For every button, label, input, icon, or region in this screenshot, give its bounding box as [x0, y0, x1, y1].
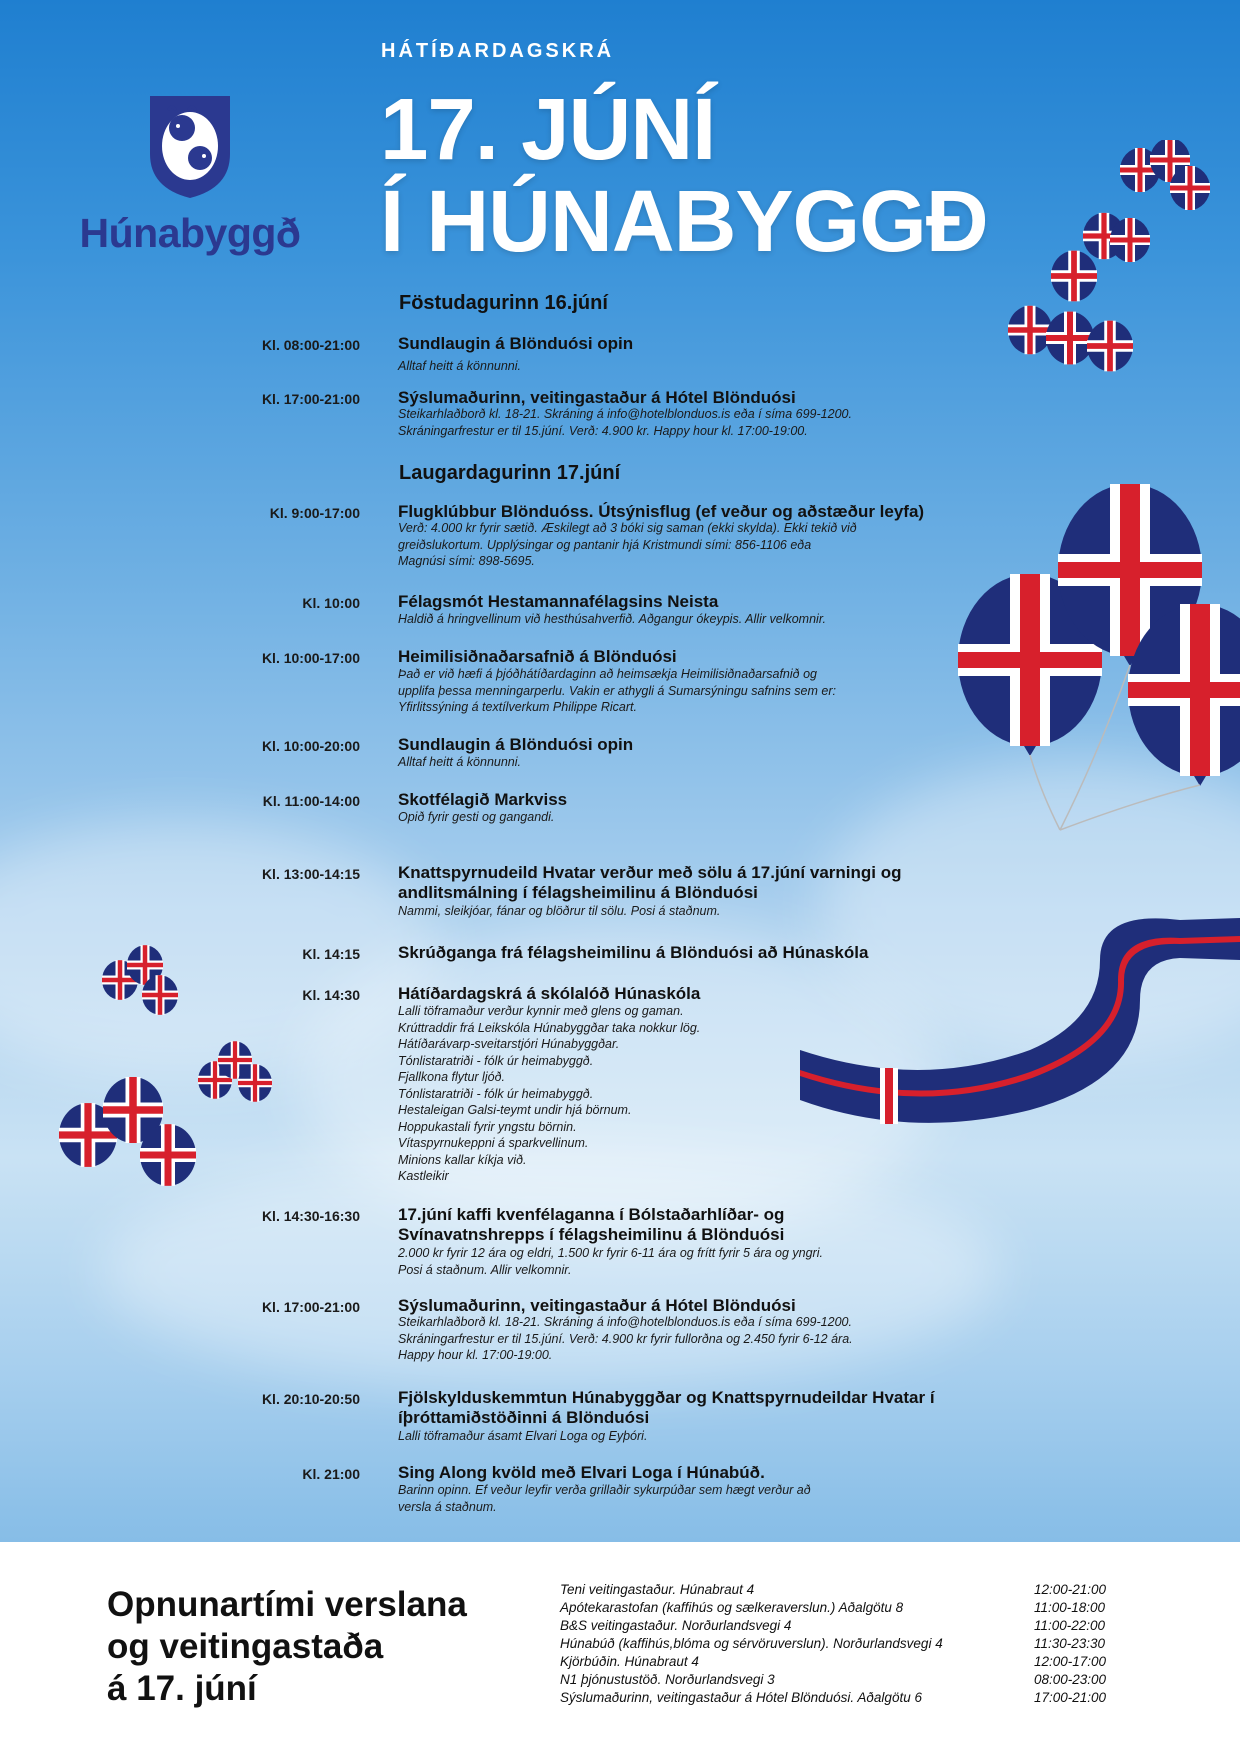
event-desc — [398, 358, 998, 375]
event-desc-line: Krúttraddir frá Leikskóla Húnabyggðar taka nokkur lög. — [398, 1020, 701, 1035]
event-desc — [398, 754, 998, 771]
event-desc — [398, 406, 998, 439]
event-desc-line: Tónlistaratriði - fólk úr heimabyggð. — [398, 1086, 594, 1101]
event-title: Skotfélagið Markviss — [398, 790, 568, 809]
event-desc — [398, 1482, 998, 1515]
event-desc — [398, 520, 998, 570]
event-time: Kl. 17:00-21:00 — [261, 391, 360, 407]
place-hours: 11:00-18:00 — [1034, 1600, 1106, 1615]
place-name: Kjörbúðin. Húnabraut 4 — [560, 1654, 699, 1669]
event-desc-line: Happy hour kl. 17:00-19:00. — [398, 1348, 553, 1362]
place-name: N1 þjónustustöð. Norðurlandsvegi 3 — [560, 1672, 775, 1687]
event-desc-line: greiðslukortum. Upplýsingar og pantanir hjá Kristmundi sími: 856-1106 eða — [398, 537, 812, 552]
footer-title-line: Opnunartími verslana — [107, 1585, 467, 1624]
event-desc-line: Hestaleigan Galsi-teymt undir hjá börnum. — [398, 1103, 632, 1117]
event-desc-line: Verð: 4.000 kr fyrir sætið. Æskilegt að 3 bóki sig saman (ekki skylda). Ekki tekið við — [398, 521, 857, 535]
place-hours: 12:00-17:00 — [1034, 1654, 1107, 1669]
place-name: Teni veitingastaður. Húnabraut 4 — [560, 1582, 755, 1597]
event-desc-line: Fjallkona flytur ljóð. — [398, 1070, 505, 1084]
event-desc-line: Hátíðarávarp-sveitarstjóri Húnabyggðar. — [398, 1037, 620, 1051]
event-time: Kl. 14:30 — [302, 987, 360, 1003]
event-desc — [398, 903, 998, 920]
event-desc — [398, 611, 998, 628]
logo-name: Húnabyggð — [79, 210, 301, 256]
event-title: Heimilisiðnaðarsafnið á Blönduósi — [398, 647, 677, 666]
event-desc — [398, 1428, 998, 1445]
polar-bear-crest-icon — [146, 92, 234, 200]
event-title: Félagsmót Hestamannafélagsins Neista — [398, 592, 719, 611]
opening-hours-list — [560, 1582, 1150, 1708]
place-name: Apótekarastofan (kaffihús og sælkeraverslun.) Aðalgötu 8 — [560, 1600, 904, 1615]
event-time: Kl. 9:00-17:00 — [269, 505, 360, 521]
event-title: Hátíðardagskrá á skólalóð Húnaskóla — [398, 984, 701, 1003]
place-name: Húnabúð (kaffihús,blóma og sérvöruverslun). Norðurlandsvegi 4 — [560, 1636, 943, 1651]
event-desc-line: Tónlistaratriði - fólk úr heimabyggð. — [398, 1053, 594, 1068]
balloons-bottom-left-icon — [58, 1075, 208, 1225]
event-desc-line: Opið fyrir gesti og gangandi. — [398, 810, 555, 824]
event-time: Kl. 10:00 — [302, 595, 360, 611]
place-hours: 11:00-22:00 — [1034, 1618, 1106, 1633]
event-title: Fjölskylduskemmtun Húnabyggðar og Knattspyrnudeildar Hvatar í íþróttamiðstöðinni á Blönduósi — [398, 1388, 935, 1427]
logo — [60, 92, 320, 272]
event-desc-line: Steikarhlaðborð kl. 18-21. Skráning á info@hotelblonduos.is eða í síma 699-1200. — [398, 1315, 852, 1329]
event-desc-line: Posi á staðnum. Allir velkomnir. — [398, 1262, 572, 1277]
event-desc-line: versla á staðnum. — [398, 1499, 497, 1514]
title-line-1: 17. JÚNÍ — [380, 81, 716, 178]
event-desc-line: Yfirlitssýning á textílverkum Philippe Ricart. — [398, 700, 637, 714]
event-desc — [398, 1245, 998, 1278]
event-desc-line: Skráningarfrestur er til 15.júní. Verð: 4.900 kr. Happy hour kl. 17:00-19:00. — [398, 423, 808, 438]
event-time: Kl. 20:10-20:50 — [261, 1391, 360, 1407]
place-name: Sýslumaðurinn, veitingastaður á Hótel Blönduósi. Aðalgötu 6 — [560, 1690, 922, 1705]
footer — [0, 1542, 1240, 1754]
footer-title-line: á 17. júní — [107, 1669, 257, 1708]
event-title: Sýslumaðurinn, veitingastaður á Hótel Blönduósi — [398, 388, 796, 407]
event-desc-line: Haldið á hringvellinum við hesthúsahverfið. Aðgangur ókeypis. Allir velkomnir. — [398, 612, 826, 626]
event-title: Sundlaugin á Blönduósi opin — [398, 735, 634, 754]
event-time: Kl. 17:00-21:00 — [261, 1299, 360, 1315]
list-item — [560, 1672, 1150, 1690]
event-desc-line: 2.000 kr fyrir 12 ára og eldri, 1.500 kr fyrir 6-11 ára og frítt fyrir 5 ára og yngri. — [398, 1246, 823, 1260]
page-title — [380, 81, 988, 270]
event-time: Kl. 08:00-21:00 — [261, 337, 360, 353]
place-hours: 12:00-21:00 — [1034, 1582, 1107, 1597]
event-desc-line: Magnúsi sími: 898-5695. — [398, 554, 535, 568]
day-heading-friday: Föstudagurinn 16.júní — [399, 292, 608, 314]
list-item — [560, 1690, 1150, 1708]
footer-title-line: og veitingastaða — [107, 1627, 384, 1666]
list-item — [560, 1636, 1150, 1654]
event-desc-line: Vítaspyrnukeppni á sparkvellinum. — [398, 1136, 589, 1150]
event-desc-line: Hoppukastali fyrir yngstu börnin. — [398, 1119, 577, 1134]
event-desc-line: Alltaf heitt á könnunni. — [398, 755, 521, 769]
event-title: 17.júní kaffi kvenfélaganna í Bólstaðarhlíðar- og Svínavatnshrepps í félagsheimilinu á Blönduósi — [398, 1205, 785, 1244]
event-desc-line: Nammi, sleikjóar, fánar og blöðrur til sölu. Posi á staðnum. — [398, 904, 721, 918]
event-title: Skrúðganga frá félagsheimilinu á Blönduósi að Húnaskóla — [398, 943, 869, 962]
place-hours: 17:00-21:00 — [1034, 1690, 1107, 1705]
day-heading-saturday: Laugardagurinn 17.júní — [399, 462, 621, 484]
event-desc — [398, 1003, 998, 1185]
title-line-2: Í HÚNABYGGÐ — [380, 173, 988, 270]
event-desc-line: Lalli töframaður verður kynnir með glens og gaman. — [398, 1004, 684, 1018]
event-desc-line: Skráningarfrestur er til 15.júní. Verð: 4.900 kr fyrir fullorðna og 2.450 fyrir 6-12 ára. — [398, 1331, 853, 1346]
event-title: Sing Along kvöld með Elvari Loga í Húnabúð. — [398, 1463, 765, 1482]
event-desc-line: Lalli töframaður ásamt Elvari Loga og Eyþóri. — [398, 1429, 648, 1443]
event-title: Knattspyrnudeild Hvatar verður með sölu á 17.júní varningi og andlitsmálning í félagsheimilinu á Blönduósi — [398, 863, 902, 902]
event-title: Sýslumaðurinn, veitingastaður á Hótel Blönduósi — [398, 1296, 796, 1315]
event-desc — [398, 1314, 998, 1364]
event-desc-line: Minions kallar kíkja við. — [398, 1152, 527, 1167]
balloons-small-left-icon — [95, 940, 205, 1050]
list-item — [560, 1600, 1150, 1618]
event-time: Kl. 21:00 — [302, 1466, 360, 1482]
event-time: Kl. 10:00-17:00 — [261, 650, 360, 666]
list-item — [560, 1582, 1150, 1600]
header-kicker: HÁTÍÐARDAGSKRÁ — [381, 40, 615, 62]
event-desc — [398, 666, 998, 716]
list-item — [560, 1654, 1150, 1672]
event-time: Kl. 13:00-14:15 — [261, 866, 360, 882]
event-time: Kl. 14:30-16:30 — [261, 1208, 360, 1224]
balloons-top-right-icon — [1000, 140, 1240, 400]
event-desc-line: Það er við hæfi á þjóðhátíðardaginn að heimsækja Heimilisiðnaðarsafnið og — [398, 667, 817, 681]
event-desc-line: Kastleikir — [398, 1169, 449, 1183]
event-desc-line: Steikarhlaðborð kl. 18-21. Skráning á info@hotelblonduos.is eða í síma 699-1200. — [398, 407, 852, 421]
event-desc — [398, 809, 998, 826]
event-title: Sundlaugin á Blönduósi opin — [398, 334, 634, 353]
event-time: Kl. 11:00-14:00 — [262, 793, 360, 809]
event-title: Flugklúbbur Blönduóss. Útsýnisflug (ef veður og aðstæður leyfa) — [398, 502, 925, 521]
event-desc-line: Alltaf heitt á könnunni. — [398, 359, 521, 373]
footer-title — [107, 1584, 527, 1710]
place-hours: 11:30-23:30 — [1034, 1636, 1106, 1651]
list-item — [560, 1618, 1150, 1636]
event-desc-line: upplifa þessa menningarperlu. Vakin er athygli á Sumarsýningu safnins sem er: — [398, 683, 836, 698]
balloons-mid-left-icon — [195, 1035, 285, 1135]
event-desc-line: Barinn opinn. Ef veður leyfir verða grillaðir sykurpúðar sem hægt verður að — [398, 1483, 811, 1497]
event-time: Kl. 10:00-20:00 — [261, 738, 360, 754]
place-name: B&S veitingastaður. Norðurlandsvegi 4 — [560, 1618, 792, 1633]
event-time: Kl. 14:15 — [302, 946, 360, 962]
place-hours: 08:00-23:00 — [1034, 1672, 1107, 1687]
